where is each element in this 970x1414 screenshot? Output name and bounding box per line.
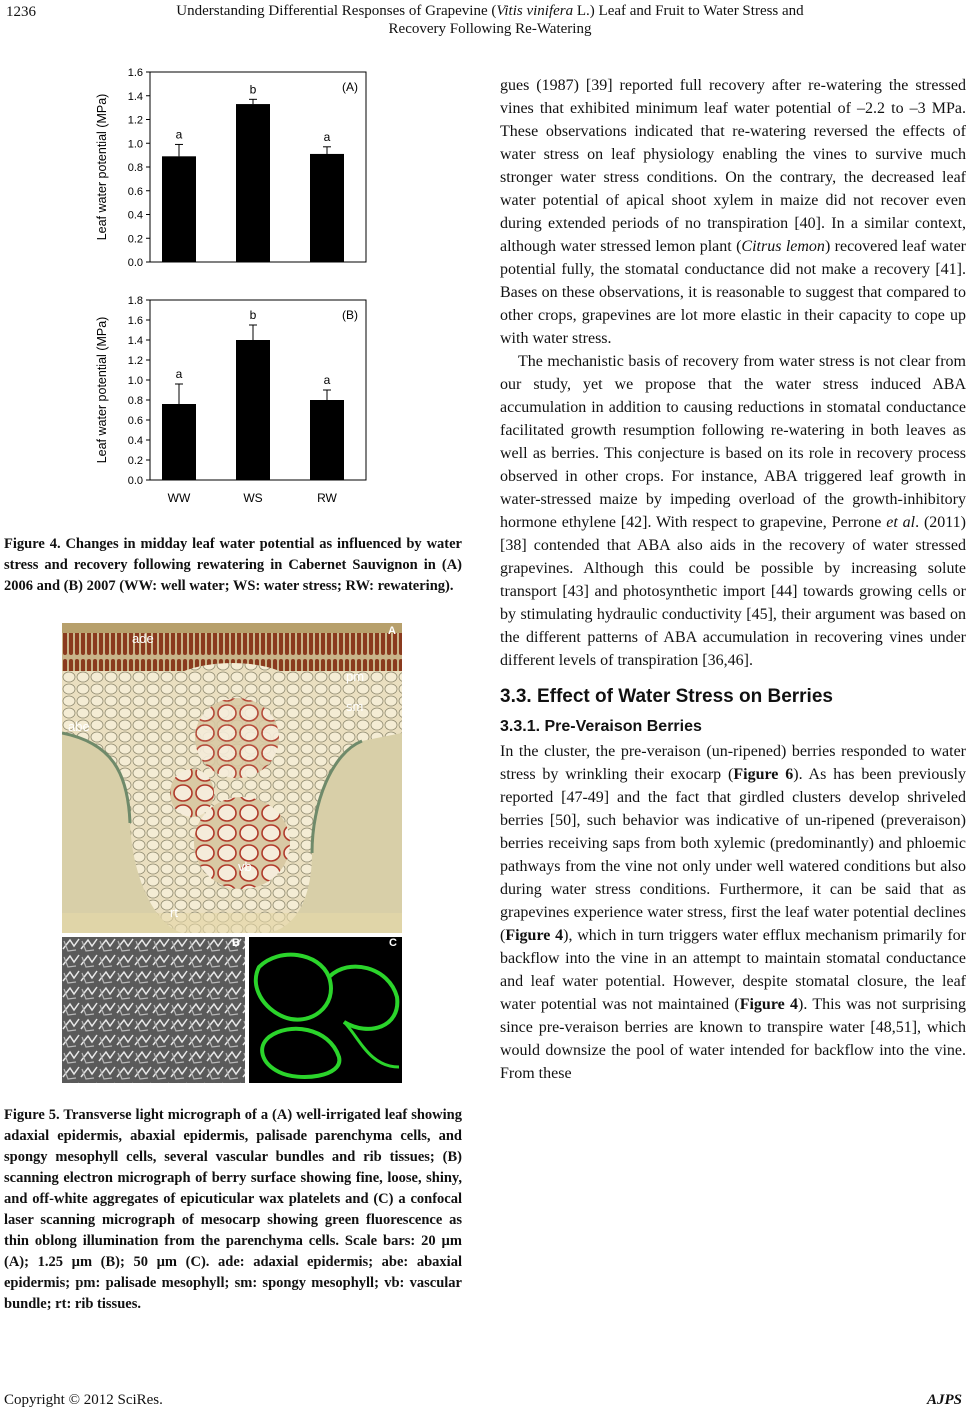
y-axis-label: Leaf water potential (MPa): [95, 316, 109, 464]
panel-label-b: B: [232, 937, 240, 949]
figure-5-caption: Figure 5. Transverse light micrograph of a (A) well-irrigated leaf showing adaxial epidermis, abaxial epidermis, palisade parenchyma cells, and spongy mesophyll cells, several vascular bundles and rib tissues; (B) scanning electron micrograph of berry surface showing fine, loose, shiny, and off-white aggregates of epicuticular wax platelets and (C) a confocal laser scanning micrograph of mesocarp showing green fluorescence as thin oblong illumination from the parenchyma cells. Scale bars: 20 µm (A); 1.25 µm (B); 50 µm (C). ade: adaxial epidermis; abe: abaxial epidermis; pm: palisade mesophyll; sm: spongy mesophyll; vb: vascular bundle; rt: rib tissues.: [4, 1107, 462, 1312]
y-tick-label: 0.6: [127, 185, 143, 198]
label-rt: rt: [170, 905, 178, 920]
significance-label: b: [249, 308, 257, 322]
label-abe: abe: [68, 719, 90, 734]
y-tick-label: 0.6: [127, 415, 143, 427]
y-tick-label: 0.2: [127, 233, 143, 246]
label-pm: pm: [346, 669, 365, 684]
bar-ws: [236, 340, 270, 480]
left-column: [4, 62, 462, 1315]
y-tick-label: 1.6: [127, 67, 143, 79]
running-head: [60, 2, 920, 38]
x-tick-label: RW: [317, 491, 337, 505]
figure-4-caption: Figure 4. Changes in midday leaf water potential as influenced by water stress and recovery following rewatering in Cabernet Sauvignon in (A) 2006 and (B) 2007 (WW: well water; WS: water stress; RW: rewatering).: [4, 536, 462, 594]
x-tick-label: WS: [243, 491, 263, 505]
significance-label: b: [249, 82, 257, 97]
figure-6-ref[interactable]: Figure 6: [733, 766, 794, 783]
significance-label: a: [175, 127, 183, 142]
panel-label-a: A: [388, 625, 396, 637]
panel-label: (A): [342, 80, 358, 94]
running-head-line2: Recovery Following Re-Watering: [388, 21, 592, 37]
significance-label: a: [323, 373, 331, 387]
y-tick-label: 1.2: [127, 355, 143, 367]
chart-a: [92, 62, 382, 280]
significance-label: a: [323, 129, 331, 144]
y-tick-label: 0.8: [127, 162, 143, 174]
paragraph-3: In the cluster, the pre-veraison (un-ripened) berries responded to water stress by wrinkling their exocarp (Figure 6). As has been previously reported [47-49] and the fact that girdled clusters develop shriveled berries [50], such behavior was indicative of un-ripened (preveraison) berries receiving saps from both xylemic (predominantly) and phloemic pathways from the vine not only under well watered conditions but also during water stress conditions. Furthermore, it can be said that as grapevines experience water stress, first the leaf water potential declines (Figure 4), which in turn triggers water efflux mechanism primarily for backflow into the vine in an attempt to maintain stomatal conductance and leaf water potential. However, despite stomatal closure, the leaf water potential was not maintained (Figure 4). This was not surprising since pre-veraison berries are known to transpire water [48,51], which would downsize the pool of water intended for backflow into the vine. From these: [500, 743, 967, 1082]
y-tick-label: 1.0: [127, 138, 143, 151]
bar-ww: [162, 156, 196, 262]
y-tick-label: 0.2: [127, 455, 143, 467]
y-tick-label: 0.0: [127, 475, 143, 487]
y-tick-label: 0.4: [127, 435, 143, 447]
footer-copyright: Copyright © 2012 SciRes.: [4, 1392, 163, 1408]
y-tick-label: 1.6: [127, 315, 143, 327]
figure-5: [62, 623, 402, 1083]
figure-4: [92, 62, 462, 516]
bar-ww: [162, 404, 196, 480]
paragraph-2: The mechanistic basis of recovery from water stress is not clear from our study, yet we propose that the water stress induced ABA accumulation in addition to causing reductions in stomatal conductance facilitated growth resumption following re-watering in both leaves as well as berries. This conjecture is based on its role in recovery process observed in other crops. For instance, ABA triggered leaf growth in water-stressed maize by impeding overload of the growth-inhibitory hormone ethylene [42]. With respect to grapevine, Perrone et al. (2011) [38] contended that ABA also aids in the recovery of water stressed grapevines. Although this could be possible by increasing solute transport [43] and photosynthetic import [44] towards growing cells or by stimulating hydraulic conductivity [45], their argument was based on the different patterns of ABA accumulation in recovering vines under different levels of transpiration [36,46].: [500, 353, 967, 669]
panel-label: (B): [342, 308, 358, 322]
y-tick-label: 1.4: [127, 335, 143, 347]
y-tick-label: 1.8: [127, 295, 143, 307]
chart-b: [92, 290, 382, 516]
label-ade: ade: [132, 631, 154, 646]
significance-label: a: [175, 367, 183, 381]
section-heading: 3.3. Effect of Water Stress on Berries: [500, 686, 833, 707]
right-column: [500, 74, 966, 1085]
y-tick-label: 1.2: [127, 114, 143, 127]
micrograph-b: [62, 937, 245, 1083]
bar-ws: [236, 104, 270, 262]
y-axis-label: Leaf water potential (MPa): [95, 93, 109, 241]
y-tick-label: 0.8: [127, 395, 143, 407]
page-number: 1236: [6, 4, 36, 20]
y-tick-label: 1.4: [127, 90, 143, 103]
sem-wax-image: [62, 937, 245, 1083]
micrograph-a: [62, 623, 402, 933]
y-tick-label: 0.0: [127, 257, 143, 269]
panel-label-c: C: [389, 937, 397, 949]
y-tick-label: 1.0: [127, 375, 143, 387]
confocal-image: [249, 937, 402, 1083]
y-tick-label: 0.4: [127, 209, 143, 222]
x-tick-label: WW: [167, 491, 191, 505]
bar-rw: [310, 154, 344, 262]
footer-journal: AJPS: [926, 1392, 962, 1408]
paragraph-1: gues (1987) [39] reported full recovery after re-watering the stressed vines that exhibited minimum leaf water potential of –2.2 to –3 MPa. These observations indicated that re-watering reversed the effects of water stress on leaf physiology enabling the vines to survive much stronger water stress conditions. On the contrary, the decreased leaf water potential of apical shoot xylem in maize did not recover even during extended periods of no transpiration [40]. In a similar context, although water stressed lemon plant (Citrus lemon) recovered leaf water potential fully, the stomatal conductance did not make a recovery [41]. Bases on these observations, it is reasonable to suggest that compared to other crops, grapevines are lot more elastic in their capacity to cope up with water stress.: [500, 77, 966, 347]
figure-4-ref[interactable]: Figure 4: [739, 996, 799, 1013]
micrograph-c: [249, 937, 402, 1083]
bar-rw: [310, 400, 344, 480]
running-head-line1: Understanding Differential Responses of Grapevine (Vitis vinifera L.) Leaf and Fruit to Water Stress and: [176, 3, 804, 19]
label-sm: sm: [346, 699, 364, 714]
label-vb: vb: [238, 859, 252, 874]
figure-4-ref[interactable]: Figure 4: [505, 927, 564, 944]
sub-heading: 3.3.1. Pre-Veraison Berries: [500, 718, 702, 735]
